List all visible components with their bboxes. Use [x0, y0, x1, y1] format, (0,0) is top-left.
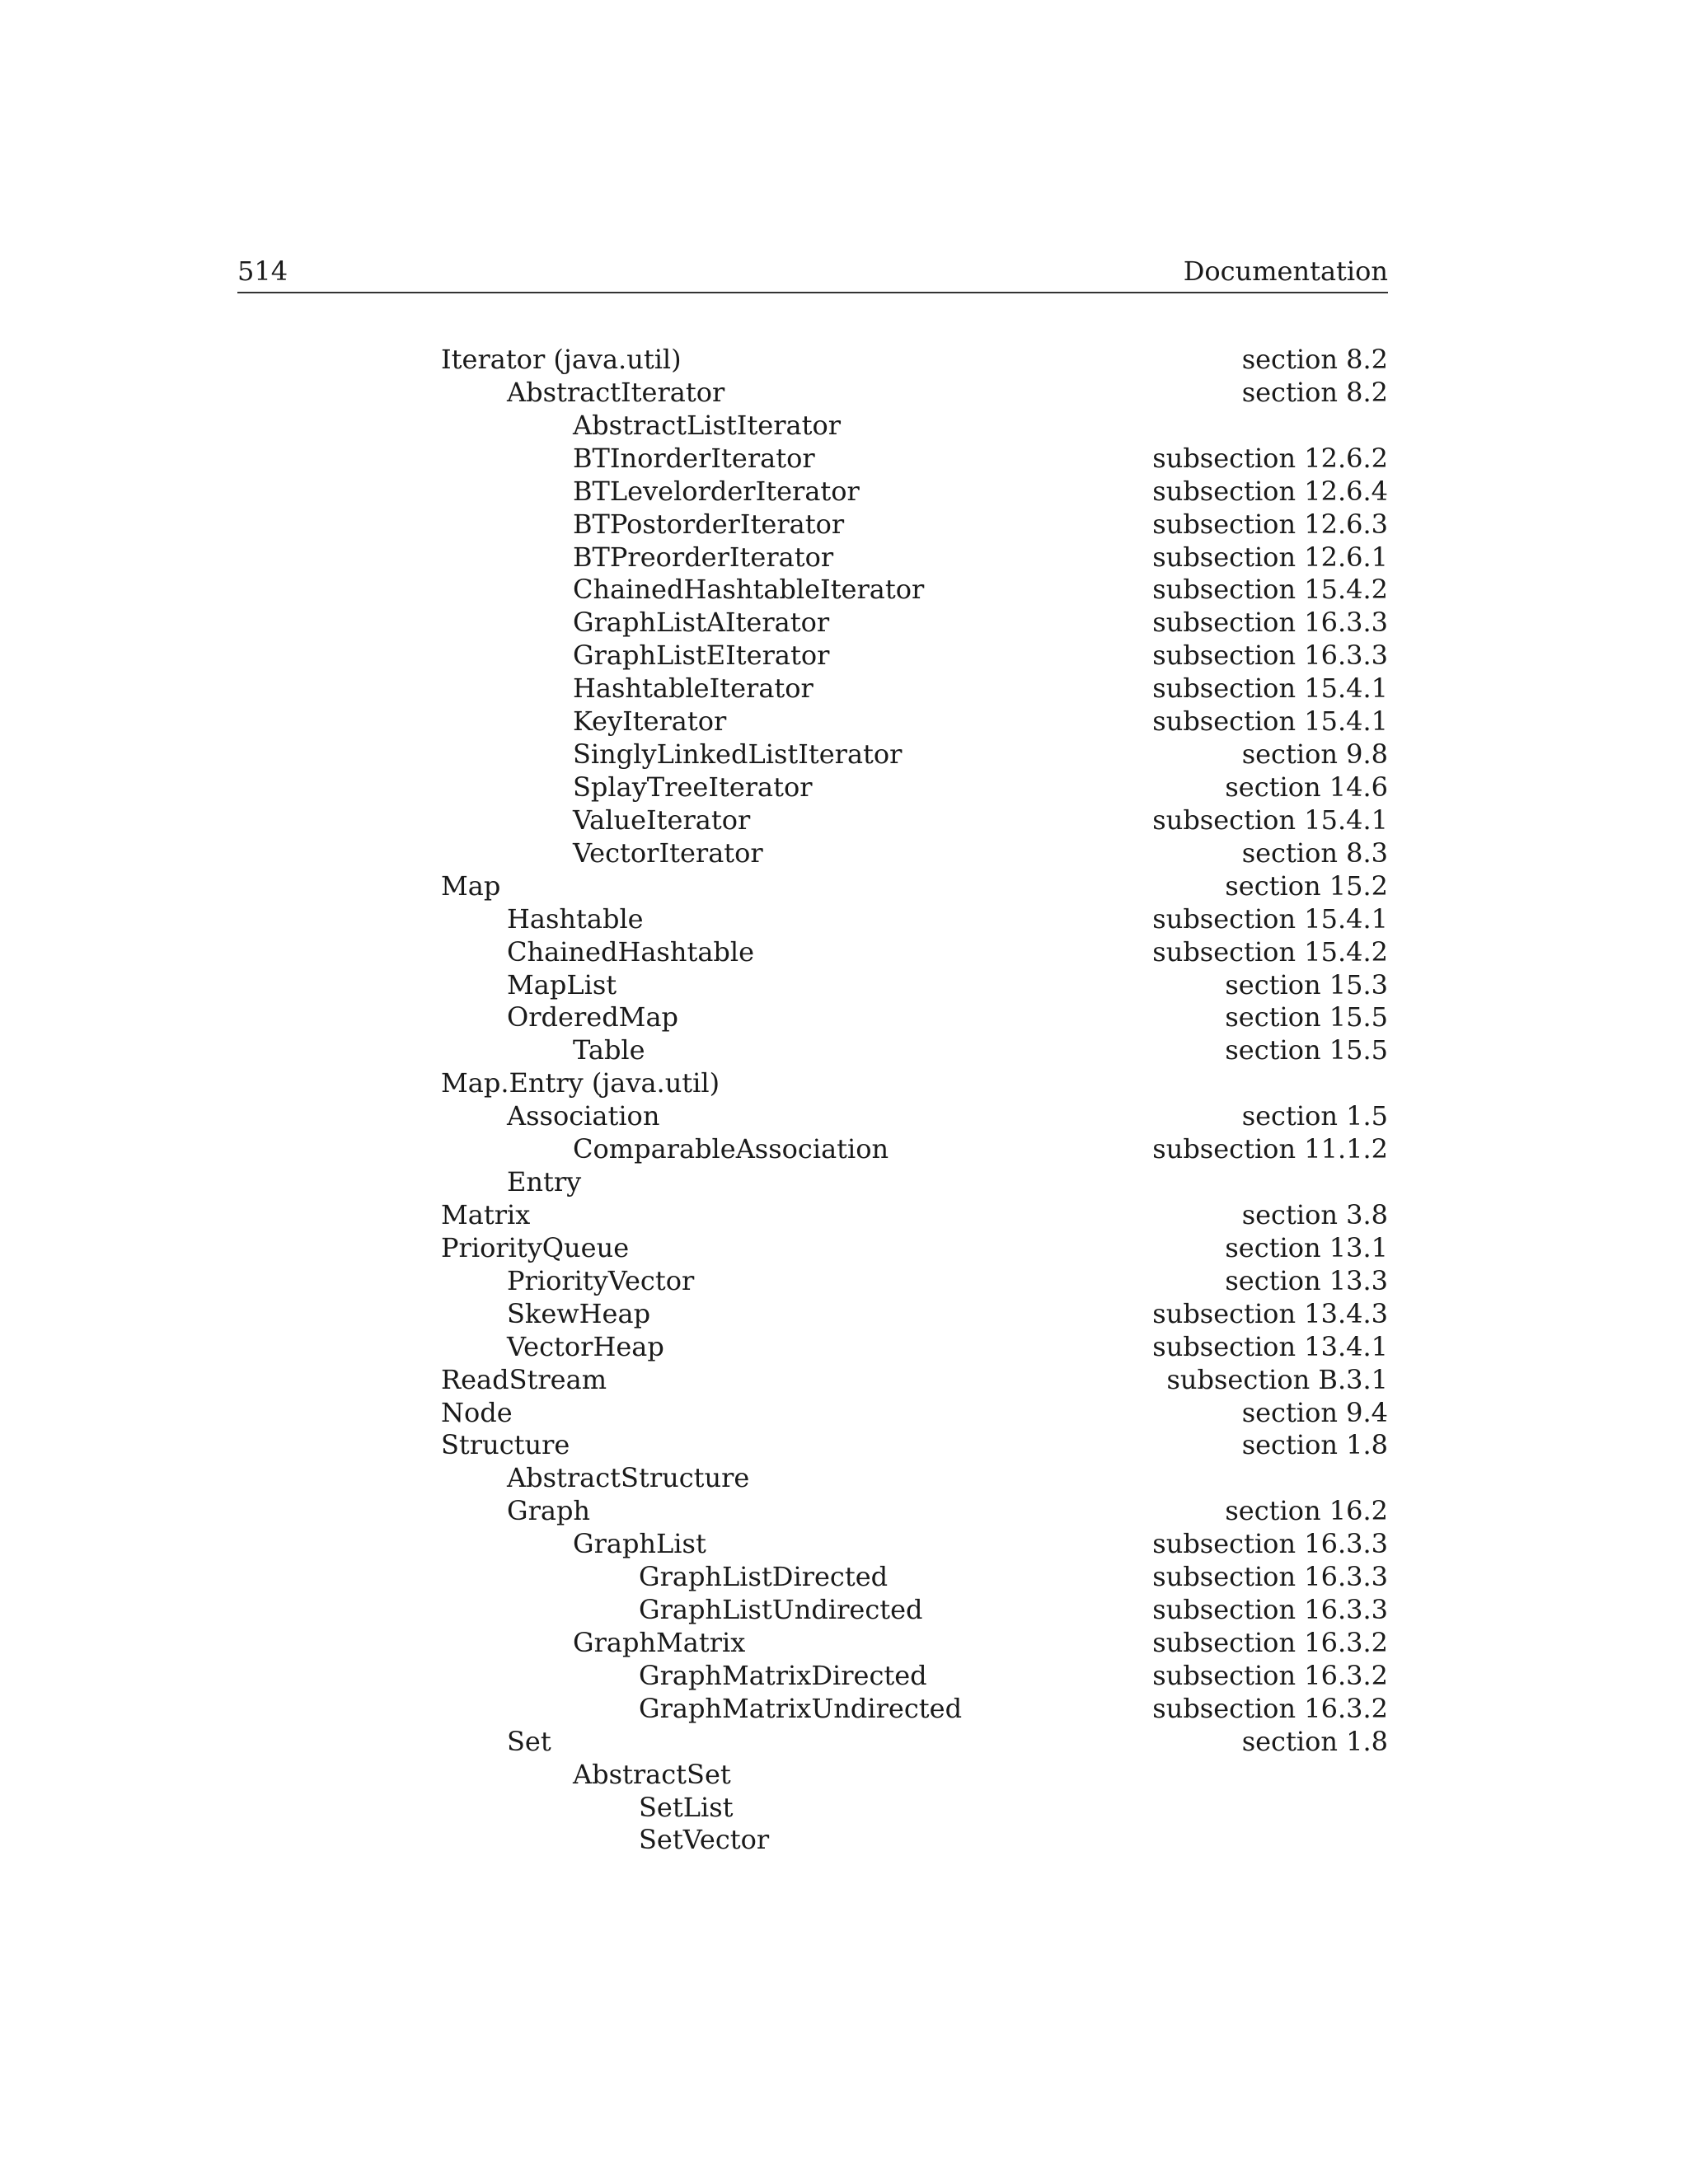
entry-section-ref: subsection 16.3.3 — [1152, 607, 1388, 639]
entry-section-ref: subsection 12.6.4 — [1152, 475, 1388, 507]
entry-section-ref: subsection 16.3.2 — [1152, 1659, 1388, 1691]
index-entry — [441, 1297, 1388, 1330]
entry-name: SetList — [639, 1791, 734, 1823]
entry-section-ref: subsection 16.3.3 — [1152, 1594, 1388, 1626]
entry-name: SkewHeap — [507, 1297, 651, 1329]
entry-section-ref: section 13.1 — [1225, 1231, 1388, 1263]
index-entry — [441, 1330, 1388, 1363]
entry-section-ref: subsection 15.4.2 — [1152, 935, 1388, 968]
entry-name: GraphListDirected — [639, 1561, 889, 1593]
index-entry — [441, 1396, 1388, 1429]
index-entry — [441, 1363, 1388, 1396]
entry-name: AbstractSet — [573, 1758, 731, 1790]
entry-name: Node — [441, 1396, 513, 1428]
index-entry — [441, 639, 1388, 672]
entry-section-ref: section 8.2 — [1241, 344, 1388, 375]
entry-section-ref: subsection 16.3.3 — [1152, 1561, 1388, 1593]
entry-name: SetVector — [639, 1824, 770, 1856]
index-entry — [441, 1231, 1388, 1264]
entry-name: GraphMatrixUndirected — [639, 1692, 963, 1724]
page-number: 514 — [237, 255, 288, 287]
page-header — [237, 251, 1388, 293]
index-entry — [441, 1165, 1388, 1198]
index-entry — [441, 541, 1388, 574]
entry-section-ref: subsection 13.4.3 — [1152, 1297, 1388, 1329]
index-entry — [441, 1461, 1388, 1494]
index-entry — [441, 804, 1388, 837]
index-entry — [441, 475, 1388, 508]
entry-name: Map.Entry (java.util) — [441, 1067, 720, 1099]
entry-name: Entry — [507, 1166, 582, 1198]
entry-name: VectorHeap — [507, 1330, 664, 1362]
index-entry — [441, 837, 1388, 869]
entry-name: PriorityVector — [507, 1264, 695, 1296]
entry-name: BTLevelorderIterator — [573, 475, 860, 507]
index-entry — [441, 968, 1388, 1001]
index-entry — [441, 606, 1388, 639]
entry-section-ref: subsection 12.6.2 — [1152, 442, 1388, 474]
entry-name: ComparableAssociation — [573, 1133, 889, 1165]
entry-section-ref: subsection 15.4.1 — [1152, 902, 1388, 935]
index-entry — [441, 1527, 1388, 1560]
index-entry — [441, 1758, 1388, 1791]
entry-section-ref: section 8.3 — [1241, 837, 1388, 869]
index-entry — [441, 573, 1388, 606]
entry-section-ref: subsection 16.3.2 — [1152, 1626, 1388, 1658]
index-entry — [441, 1823, 1388, 1856]
entry-section-ref: subsection 15.4.2 — [1152, 574, 1388, 606]
entry-name: MapList — [507, 968, 617, 1001]
entry-name: GraphListAIterator — [573, 607, 830, 639]
entry-name: Map — [441, 869, 501, 902]
index-entry — [441, 1593, 1388, 1626]
entry-name: BTInorderIterator — [573, 442, 815, 474]
index-entry — [441, 1001, 1388, 1033]
entry-name: Structure — [441, 1429, 570, 1461]
entry-section-ref: subsection 11.1.2 — [1152, 1133, 1388, 1165]
entry-name: KeyIterator — [573, 705, 727, 738]
index-entry — [441, 1659, 1388, 1692]
entry-section-ref: section 3.8 — [1241, 1198, 1388, 1230]
entry-name: OrderedMap — [507, 1001, 678, 1033]
entry-section-ref: section 15.2 — [1225, 869, 1388, 902]
entry-section-ref: section 9.4 — [1241, 1396, 1388, 1428]
entry-section-ref: subsection 15.4.1 — [1152, 804, 1388, 836]
entry-name: SplayTreeIterator — [573, 771, 813, 803]
entry-section-ref: subsection 16.3.3 — [1152, 1528, 1388, 1560]
index-entry — [441, 902, 1388, 935]
entry-name: Matrix — [441, 1198, 531, 1230]
entry-name: ReadStream — [441, 1363, 607, 1395]
entry-section-ref: subsection 15.4.1 — [1152, 673, 1388, 705]
entry-name: Table — [573, 1034, 645, 1066]
entry-name: ChainedHashtableIterator — [573, 574, 925, 606]
entry-section-ref: subsection 12.6.3 — [1152, 508, 1388, 540]
entry-section-ref: subsection 16.3.3 — [1152, 640, 1388, 672]
entry-name: PriorityQueue — [441, 1231, 630, 1263]
index-entry — [441, 1725, 1388, 1758]
index-entry — [441, 771, 1388, 804]
entry-section-ref: section 15.3 — [1225, 968, 1388, 1001]
entry-section-ref: section 8.2 — [1241, 376, 1388, 408]
entry-section-ref: section 14.6 — [1225, 771, 1388, 803]
entry-section-ref: section 1.5 — [1241, 1100, 1388, 1132]
entry-name: GraphMatrixDirected — [639, 1659, 927, 1691]
index-entry — [441, 1626, 1388, 1659]
index-entry — [441, 1494, 1388, 1527]
index-entry — [441, 1033, 1388, 1066]
index-entry — [441, 869, 1388, 902]
entry-name: AbstractListIterator — [573, 409, 842, 441]
entry-name: HashtableIterator — [573, 673, 814, 705]
index-entry — [441, 672, 1388, 705]
index-entry — [441, 705, 1388, 738]
entry-name: Hashtable — [507, 902, 644, 935]
entry-name: Iterator (java.util) — [441, 344, 682, 375]
entry-section-ref: subsection B.3.1 — [1166, 1363, 1388, 1395]
running-title: Documentation — [1183, 255, 1388, 287]
index-entry — [441, 1428, 1388, 1461]
entry-section-ref: section 1.8 — [1241, 1725, 1388, 1757]
entry-name: SinglyLinkedListIterator — [573, 738, 903, 771]
entry-name: BTPreorderIterator — [573, 541, 834, 573]
entry-section-ref: section 16.2 — [1225, 1495, 1388, 1527]
entry-name: BTPostorderIterator — [573, 508, 845, 540]
entry-section-ref: subsection 15.4.1 — [1152, 705, 1388, 738]
entry-name: VectorIterator — [573, 837, 763, 869]
entry-name: Set — [507, 1725, 551, 1757]
index-entry — [441, 1132, 1388, 1165]
entry-name: GraphMatrix — [573, 1626, 746, 1658]
index-entry — [441, 1198, 1388, 1231]
index-entry — [441, 1099, 1388, 1132]
index-entry — [441, 343, 1388, 376]
index-entry — [441, 1066, 1388, 1099]
entry-name: AbstractStructure — [507, 1462, 750, 1494]
entry-section-ref: section 15.5 — [1225, 1001, 1388, 1033]
index-entry — [441, 508, 1388, 541]
index-entry — [441, 442, 1388, 475]
index-entry — [441, 1791, 1388, 1824]
entry-section-ref: subsection 13.4.1 — [1152, 1330, 1388, 1362]
entry-section-ref: subsection 16.3.2 — [1152, 1692, 1388, 1724]
index-entry — [441, 376, 1388, 409]
entry-section-ref: section 15.5 — [1225, 1034, 1388, 1066]
entry-name: GraphListEIterator — [573, 640, 830, 672]
entry-name: AbstractIterator — [507, 376, 725, 408]
entry-name: Graph — [507, 1495, 591, 1527]
index-entry — [441, 409, 1388, 442]
entry-name: GraphListUndirected — [639, 1594, 923, 1626]
entry-section-ref: section 13.3 — [1225, 1264, 1388, 1296]
index-entry — [441, 1264, 1388, 1297]
index-entry — [441, 1560, 1388, 1593]
entry-section-ref: section 9.8 — [1241, 738, 1388, 771]
entry-section-ref: subsection 12.6.1 — [1152, 541, 1388, 573]
entry-name: Association — [507, 1100, 660, 1132]
index-entry — [441, 1692, 1388, 1725]
class-hierarchy-index — [441, 343, 1388, 1856]
entry-section-ref: section 1.8 — [1241, 1429, 1388, 1461]
entry-name: ChainedHashtable — [507, 935, 755, 968]
entry-name: GraphList — [573, 1528, 706, 1560]
index-entry — [441, 738, 1388, 771]
entry-name: ValueIterator — [573, 804, 751, 836]
index-entry — [441, 935, 1388, 968]
